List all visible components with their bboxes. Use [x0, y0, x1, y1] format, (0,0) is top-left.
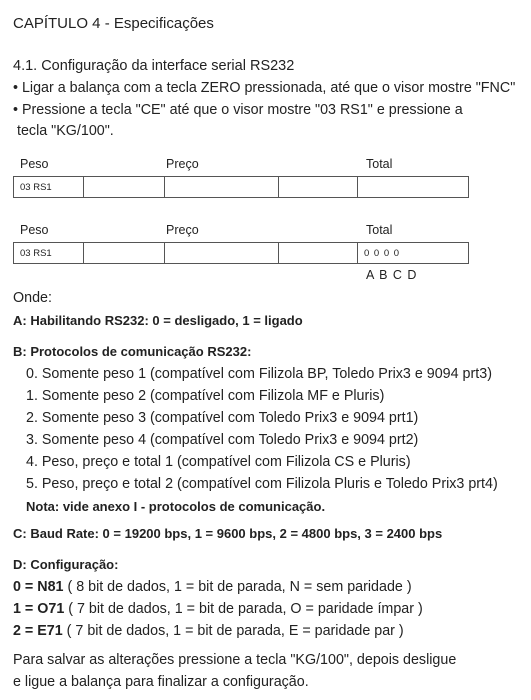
- item-b-2: 2. Somente peso 3 (compatível com Toledo Prix3 e 9094 prt1): [26, 410, 419, 426]
- display1-cell-4: [279, 177, 358, 198]
- item-d-0: [13, 579, 412, 595]
- display1-cell-peso: 03 RS1: [14, 177, 84, 198]
- item-b-5: 5. Peso, preço e total 2 (compatível com Filizola Pluris e Toledo Prix3 prt4): [26, 476, 498, 492]
- display1-label-preco: Preço: [166, 157, 199, 171]
- display2-cell-2: [84, 243, 165, 264]
- display2-cell-4: [279, 243, 358, 264]
- item-d-1-code: 1 = O71: [13, 601, 65, 617]
- display1-cell-3: [165, 177, 279, 198]
- item-d-2-code: 2 = E71: [13, 623, 63, 639]
- step-1: • Ligar a balança com a tecla ZERO pressionada, até que o visor mostre "FNC": [13, 80, 516, 96]
- item-b-3: 3. Somente peso 4 (compatível com Toledo Prix3 e 9094 prt2): [26, 432, 419, 448]
- display2-cell-total: 0 0 0 0: [358, 243, 469, 264]
- display2-label-total: Total: [366, 223, 393, 237]
- display2-under-total: A B C D: [366, 268, 418, 282]
- footer-line-1: Para salvar as alterações pressione a tecla "KG/100", depois desligue: [13, 652, 457, 668]
- display2-label-peso: Peso: [20, 223, 49, 237]
- item-b-1: 1. Somente peso 2 (compatível com Filizola MF e Pluris): [26, 388, 385, 404]
- item-d-2: [13, 623, 404, 639]
- display1-cell-2: [84, 177, 165, 198]
- footer-line-2: e ligue a balança para finalizar a configuração.: [13, 674, 309, 690]
- item-d-title: D: Configuração:: [13, 557, 119, 572]
- display2-label-preco: Preço: [166, 223, 199, 237]
- item-b-4: 4. Peso, preço e total 1 (compatível com Filizola CS e Pluris): [26, 454, 411, 470]
- item-d-0-code: 0 = N81: [13, 579, 64, 595]
- item-b-title: B: Protocolos de comunicação RS232:: [13, 344, 252, 359]
- item-a: A: Habilitando RS232: 0 = desligado, 1 = ligado: [13, 313, 303, 328]
- section-title: 4.1. Configuração da interface serial RS232: [13, 58, 295, 74]
- display2-panel: [13, 242, 469, 264]
- display2-cell-peso: 03 RS1: [14, 243, 84, 264]
- step-2-continued: tecla "KG/100".: [17, 123, 114, 139]
- display2-cell-3: [165, 243, 279, 264]
- item-b-0: 0. Somente peso 1 (compatível com Filizola BP, Toledo Prix3 e 9094 prt3): [26, 366, 492, 382]
- chapter-title: CAPÍTULO 4 - Especificações: [13, 15, 214, 32]
- display1-label-peso: Peso: [20, 157, 49, 171]
- display1-cell-total: [358, 177, 469, 198]
- onde-label: Onde:: [13, 290, 52, 306]
- step-2: • Pressione a tecla "CE" até que o visor mostre "03 RS1" e pressione a: [13, 102, 463, 118]
- item-d-1: [13, 601, 423, 617]
- display1-label-total: Total: [366, 157, 393, 171]
- item-d-0-desc: ( 8 bit de dados, 1 = bit de parada, N = sem paridade ): [63, 579, 412, 595]
- display1-panel: [13, 176, 469, 198]
- item-d-1-desc: ( 7 bit de dados, 1 = bit de parada, O = paridade ímpar ): [64, 601, 423, 617]
- item-d-2-desc: ( 7 bit de dados, 1 = bit de parada, E = paridade par ): [62, 623, 404, 639]
- item-c: C: Baud Rate: 0 = 19200 bps, 1 = 9600 bps, 2 = 4800 bps, 3 = 2400 bps: [13, 526, 443, 541]
- item-b-note: Nota: vide anexo I - protocolos de comunicação.: [26, 499, 326, 514]
